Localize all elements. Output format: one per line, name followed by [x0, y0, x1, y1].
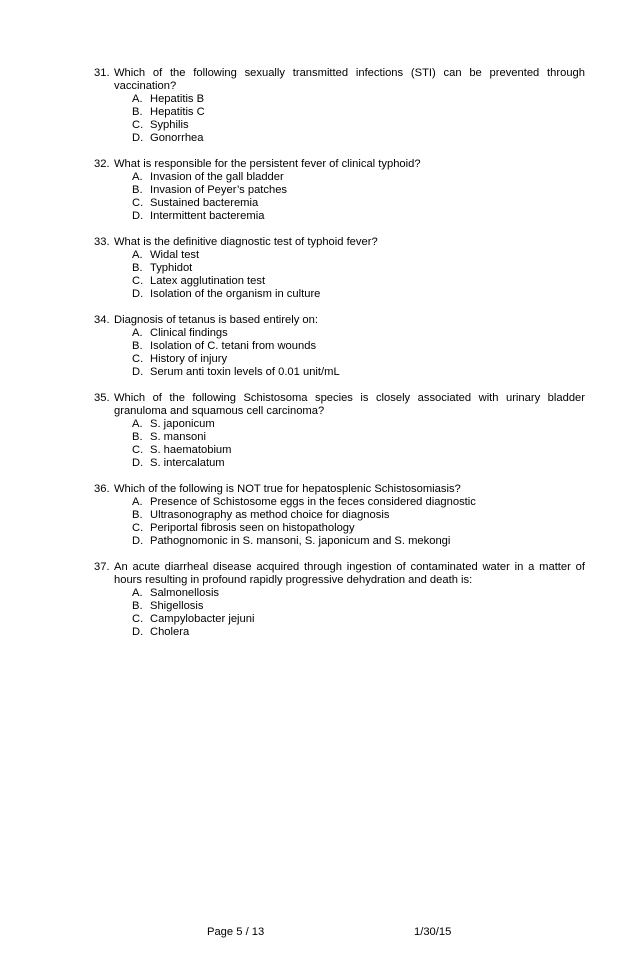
option-letter: A.: [132, 496, 143, 508]
option-b: [132, 509, 585, 522]
option-text: Invasion of the gall bladder: [150, 171, 284, 183]
question-35: [94, 392, 585, 470]
option-a: [132, 93, 585, 106]
question-stem: [94, 67, 585, 93]
option-text: Ultrasonography as method choice for diagnosis: [150, 509, 390, 521]
question-number: 34.: [94, 314, 110, 326]
question-stem: [94, 561, 585, 587]
option-text: Sustained bacteremia: [150, 197, 259, 209]
question-number: 33.: [94, 236, 110, 248]
option-d: [132, 288, 585, 301]
option-letter: C.: [132, 522, 144, 534]
question-33: [94, 236, 585, 301]
option-text: Isolation of the organism in culture: [150, 288, 321, 300]
option-b: [132, 106, 585, 119]
option-letter: B.: [132, 262, 143, 274]
question-number: 32.: [94, 158, 110, 170]
page-footer: [0, 926, 638, 940]
option-text: Campylobacter jejuni: [150, 613, 255, 625]
option-text: Invasion of Peyer’s patches: [150, 184, 288, 196]
option-list: [94, 327, 585, 379]
question-stem: [94, 314, 585, 327]
option-letter: C.: [132, 275, 144, 287]
option-text: S. japonicum: [150, 418, 215, 430]
page-number: Page 5 / 13: [207, 926, 265, 938]
option-list: [94, 587, 585, 639]
option-letter: A.: [132, 418, 143, 430]
option-letter: A.: [132, 171, 143, 183]
question-text: Diagnosis of tetanus is based entirely on:: [114, 314, 318, 326]
option-letter: A.: [132, 93, 143, 105]
option-text: Intermittent bacteremia: [150, 210, 265, 222]
option-letter: B.: [132, 184, 143, 196]
option-letter: A.: [132, 587, 143, 599]
option-letter: B.: [132, 600, 143, 612]
option-b: [132, 340, 585, 353]
footer-date: 1/30/15: [414, 926, 452, 938]
option-list: [94, 496, 585, 548]
option-text: Presence of Schistosome eggs in the feces considered diagnostic: [150, 496, 476, 508]
option-letter: B.: [132, 106, 143, 118]
question-32: [94, 158, 585, 223]
option-letter: D.: [132, 626, 144, 638]
question-text: Which of the following is NOT true for hepatosplenic Schistosomiasis?: [114, 483, 461, 495]
option-text: Isolation of C. tetani from wounds: [150, 340, 317, 352]
option-text: Clinical findings: [150, 327, 228, 339]
question-37: [94, 561, 585, 639]
question-stem: [94, 158, 585, 171]
option-letter: B.: [132, 431, 143, 443]
question-number: 31.: [94, 67, 110, 79]
question-number: 36.: [94, 483, 110, 495]
question-text: An acute diarrheal disease acquired through ingestion of contaminated water in a matter of hours resulting in profound rapidly progressive dehydration and death is:: [114, 561, 585, 586]
option-b: [132, 184, 585, 197]
question-number: 35.: [94, 392, 110, 404]
option-text: Hepatitis C: [150, 106, 205, 118]
option-text: Typhidot: [150, 262, 193, 274]
option-text: Periportal fibrosis seen on histopathology: [150, 522, 355, 534]
option-b: [132, 262, 585, 275]
option-letter: C.: [132, 613, 144, 625]
option-letter: A.: [132, 249, 143, 261]
option-d: [132, 132, 585, 145]
option-text: Serum anti toxin levels of 0.01 unit/mL: [150, 366, 340, 378]
question-stem: [94, 236, 585, 249]
option-a: [132, 496, 585, 509]
option-c: [132, 119, 585, 132]
option-letter: C.: [132, 353, 144, 365]
option-b: [132, 431, 585, 444]
option-text: S. intercalatum: [150, 457, 225, 469]
option-letter: D.: [132, 366, 144, 378]
option-text: Gonorrhea: [150, 132, 204, 144]
question-list: [94, 67, 585, 652]
option-a: [132, 327, 585, 340]
option-c: [132, 444, 585, 457]
option-d: [132, 535, 585, 548]
question-stem: [94, 483, 585, 496]
option-b: [132, 600, 585, 613]
option-d: [132, 457, 585, 470]
option-c: [132, 353, 585, 366]
option-a: [132, 587, 585, 600]
option-text: S. mansoni: [150, 431, 206, 443]
option-letter: D.: [132, 210, 144, 222]
option-a: [132, 249, 585, 262]
option-letter: D.: [132, 132, 144, 144]
option-text: Syphilis: [150, 119, 189, 131]
option-list: [94, 93, 585, 145]
question-text: Which of the following Schistosoma species is closely associated with urinary bladder granuloma and squamous cell carcinoma?: [114, 392, 585, 417]
option-letter: C.: [132, 197, 144, 209]
option-text: Widal test: [150, 249, 200, 261]
option-text: History of injury: [150, 353, 228, 365]
question-34: [94, 314, 585, 379]
option-text: Latex agglutination test: [150, 275, 266, 287]
option-letter: A.: [132, 327, 143, 339]
option-letter: D.: [132, 535, 144, 547]
option-text: Cholera: [150, 626, 190, 638]
option-text: S. haematobium: [150, 444, 232, 456]
question-text: What is responsible for the persistent fever of clinical typhoid?: [114, 158, 421, 170]
option-text: Salmonellosis: [150, 587, 220, 599]
option-c: [132, 522, 585, 535]
option-text: Shigellosis: [150, 600, 204, 612]
question-36: [94, 483, 585, 548]
question-text: Which of the following sexually transmitted infections (STI) can be prevented through vaccination?: [114, 67, 585, 92]
option-d: [132, 210, 585, 223]
option-letter: D.: [132, 288, 144, 300]
option-list: [94, 249, 585, 301]
option-d: [132, 366, 585, 379]
option-d: [132, 626, 585, 639]
option-list: [94, 418, 585, 470]
option-letter: B.: [132, 340, 143, 352]
option-letter: D.: [132, 457, 144, 469]
option-list: [94, 171, 585, 223]
option-c: [132, 197, 585, 210]
option-letter: C.: [132, 444, 144, 456]
option-letter: C.: [132, 119, 144, 131]
option-letter: B.: [132, 509, 143, 521]
option-text: Pathognomonic in S. mansoni, S. japonicum and S. mekongi: [150, 535, 451, 547]
option-a: [132, 418, 585, 431]
question-text: What is the definitive diagnostic test of typhoid fever?: [114, 236, 378, 248]
option-a: [132, 171, 585, 184]
question-stem: [94, 392, 585, 418]
question-number: 37.: [94, 561, 110, 573]
option-c: [132, 613, 585, 626]
option-c: [132, 275, 585, 288]
option-text: Hepatitis B: [150, 93, 205, 105]
question-31: [94, 67, 585, 145]
